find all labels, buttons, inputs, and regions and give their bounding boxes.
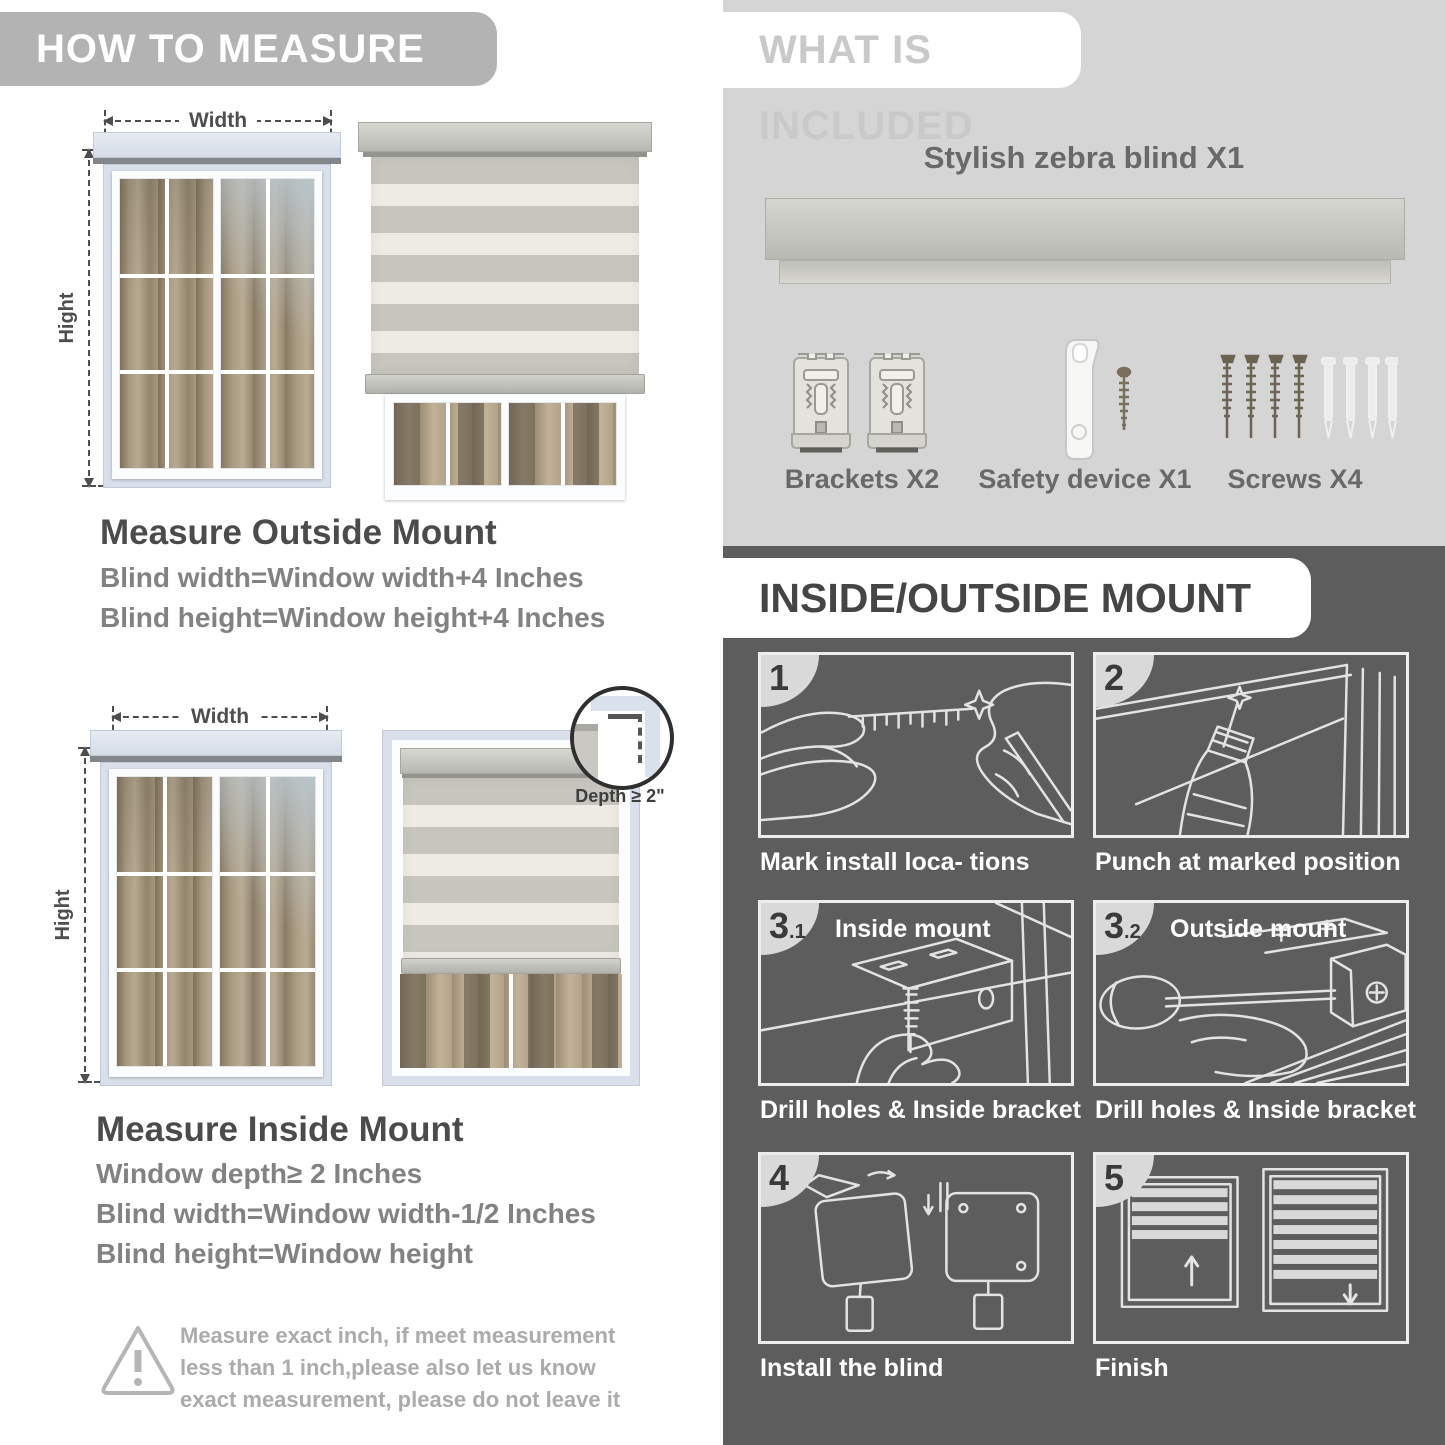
outside-mount-line2: Blind height=Window height+4 Inches [100,602,606,633]
width-arrow-inside [113,705,327,728]
outside-mount-line1: Blind width=Window width+4 Inches [100,562,584,593]
brackets-icon [788,348,938,460]
step-tile-3-1: 3.1 Inside mount [758,900,1074,1086]
height-label: Hight [52,881,75,948]
blind-cassette [358,122,652,152]
inside-mount-line3: Blind height=Window height [96,1238,473,1269]
safety-device-icon [1056,336,1146,464]
step-caption-3-1: Drill holes & Inside bracket [760,1096,1081,1124]
inside-mount-title: Measure Inside Mount [96,1110,464,1149]
blind-bottom-rail [401,958,621,974]
window-pane-photo [220,178,315,469]
zebra-fabric [371,157,639,374]
product-label: Stylish zebra blind X1 [923,140,1245,175]
window-top-molding [90,730,342,756]
step-tile-4 [758,1152,1074,1344]
step-number-badge: 1 [761,655,819,707]
height-arrow-inside [52,748,86,1082]
step-number-badge: 5 [1096,1155,1154,1207]
blind-illustration-outside [358,122,652,500]
step-tile-2 [1093,652,1409,838]
step-caption-3-2: Drill holes & Inside bracket [1095,1096,1416,1124]
depth-label: Depth ≥ 2" [575,786,665,806]
step-caption-4: Install the blind [760,1354,944,1382]
measure-note: Measure exact inch, if meet measurement less than 1 inch,please also let us know exact measurement, please do not leave it [180,1323,621,1412]
width-label: Width [181,704,259,730]
screws-label: Screws X4 [1227,464,1363,494]
window-pane-photo [400,974,622,1068]
step-tile-1 [758,652,1074,838]
blind-bottom-rail [365,374,645,394]
height-label: Hight [56,284,79,351]
how-to-measure-header: HOW TO MEASURE [0,12,497,86]
step-caption-1: Mark install loca- tions [760,848,1030,876]
window-below-blind [385,394,625,500]
width-label: Width [179,108,257,134]
mount-header: INSIDE/OUTSIDE MOUNT [723,558,1311,638]
window-pane-photo [116,776,213,1067]
width-arrow-outside [105,109,331,132]
step-number-badge: 3.2 [1096,903,1154,955]
depth-magnifier-icon [570,686,674,790]
step-tile-5 [1093,1152,1409,1344]
window-illustration-outside [103,132,331,488]
what-is-included-header: WHAT IS INCLUDED [723,12,1081,88]
headrail-lip [779,260,1391,284]
step-number-badge: 2 [1096,655,1154,707]
step-caption-2: Punch at marked position [1095,848,1401,876]
window-pane-photo [119,178,214,469]
safety-device-label: Safety device X1 [978,464,1192,494]
headrail-illustration [765,198,1405,260]
step-number-badge: 3.1 [761,903,819,955]
brackets-label: Brackets X2 [784,464,940,494]
inside-mount-line2: Blind width=Window width-1/2 Inches [96,1198,596,1229]
inside-mount-line1: Window depth≥ 2 Inches [96,1158,423,1189]
window-pane-photo [219,776,316,1067]
step-caption-5: Finish [1095,1354,1169,1382]
height-arrow-outside [56,150,90,486]
window-top-molding [93,132,341,158]
step-tile-3-2: 3.2 Outside mount [1093,900,1409,1086]
outside-mount-title: Measure Outside Mount [100,513,497,552]
screws-icon [1218,350,1398,460]
window-illustration-inside [100,730,332,1086]
warning-triangle-icon [96,1318,180,1402]
step-number-badge: 4 [761,1155,819,1207]
